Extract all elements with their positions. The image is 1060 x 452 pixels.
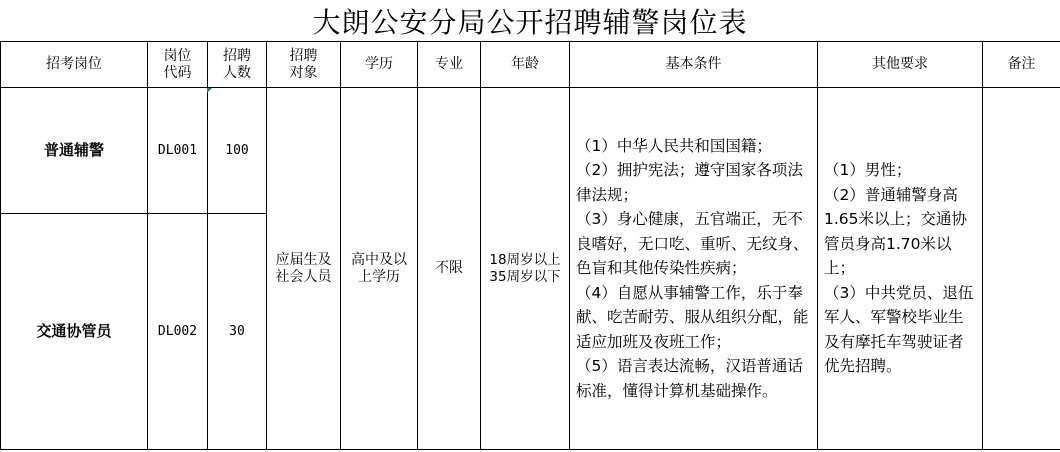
basic-conditions-cell[interactable] <box>570 88 818 450</box>
header-education[interactable]: 学历 <box>341 42 418 88</box>
header-basic[interactable]: 基本条件 <box>570 42 818 88</box>
recruitment-table <box>0 41 1060 450</box>
other-requirement-item: （3）中共党员、退伍军人、军警校毕业生及有摩托车驾驶证者优先招聘。 <box>824 283 974 376</box>
target-text: 应届生及社会人员 <box>275 251 332 285</box>
target-cell[interactable] <box>267 88 341 450</box>
header-code-label: 岗位代码 <box>163 47 192 81</box>
basic-condition-item: （3）身心健康，五官端正，无不良嗜好，无口吃、重听、无纹身、色盲和其他传染性疾病； <box>576 210 809 278</box>
basic-condition-item: （1）中华人民共和国国籍； <box>576 136 772 155</box>
remark-cell[interactable] <box>983 88 1060 450</box>
other-requirements-cell[interactable] <box>818 88 983 450</box>
header-count-label: 招聘人数 <box>222 47 251 81</box>
count-cell[interactable]: 30 <box>208 214 267 450</box>
header-target-label: 招聘对象 <box>289 47 318 81</box>
header-position[interactable]: 招考岗位 <box>1 42 148 88</box>
major-cell[interactable]: 不限 <box>418 88 481 450</box>
header-target[interactable] <box>267 42 341 88</box>
position-cell[interactable]: 交通协管员 <box>1 214 148 450</box>
age-text: 18周岁以上35周岁以下 <box>489 251 561 285</box>
header-count[interactable] <box>208 42 267 88</box>
cell-comment-marker <box>207 88 212 93</box>
basic-condition-item: （2）拥护宪法；遵守国家各项法律法规； <box>576 161 803 204</box>
age-cell[interactable] <box>481 88 570 450</box>
table-row <box>1 88 1060 214</box>
other-requirement-item: （1）男性； <box>824 161 912 180</box>
sheet-title: 大朗公安分局公开招聘辅警岗位表 <box>312 5 748 39</box>
header-remark[interactable]: 备注 <box>983 42 1060 88</box>
other-requirement-item: （2）普通辅警身高1.65米以上；交通协管员身高1.70米以上； <box>824 185 968 278</box>
education-cell[interactable] <box>341 88 418 450</box>
position-cell[interactable]: 普通辅警 <box>1 88 148 214</box>
header-row <box>1 42 1060 88</box>
header-age[interactable]: 年龄 <box>481 42 570 88</box>
basic-condition-item: （4）自愿从事辅警工作，乐于奉献、吃苦耐劳、服从组织分配，能适应加班及夜班工作； <box>576 283 809 351</box>
education-text: 高中及以上学历 <box>351 251 407 285</box>
basic-condition-item: （5）语言表达流畅，汉语普通话标准，懂得计算机基础操作。 <box>576 357 803 400</box>
header-major[interactable]: 专业 <box>418 42 481 88</box>
code-cell[interactable]: DL001 <box>148 88 208 214</box>
code-cell[interactable]: DL002 <box>148 214 208 450</box>
header-other[interactable]: 其他要求 <box>818 42 983 88</box>
header-code[interactable] <box>148 42 208 88</box>
count-cell[interactable]: 100 <box>208 88 267 214</box>
